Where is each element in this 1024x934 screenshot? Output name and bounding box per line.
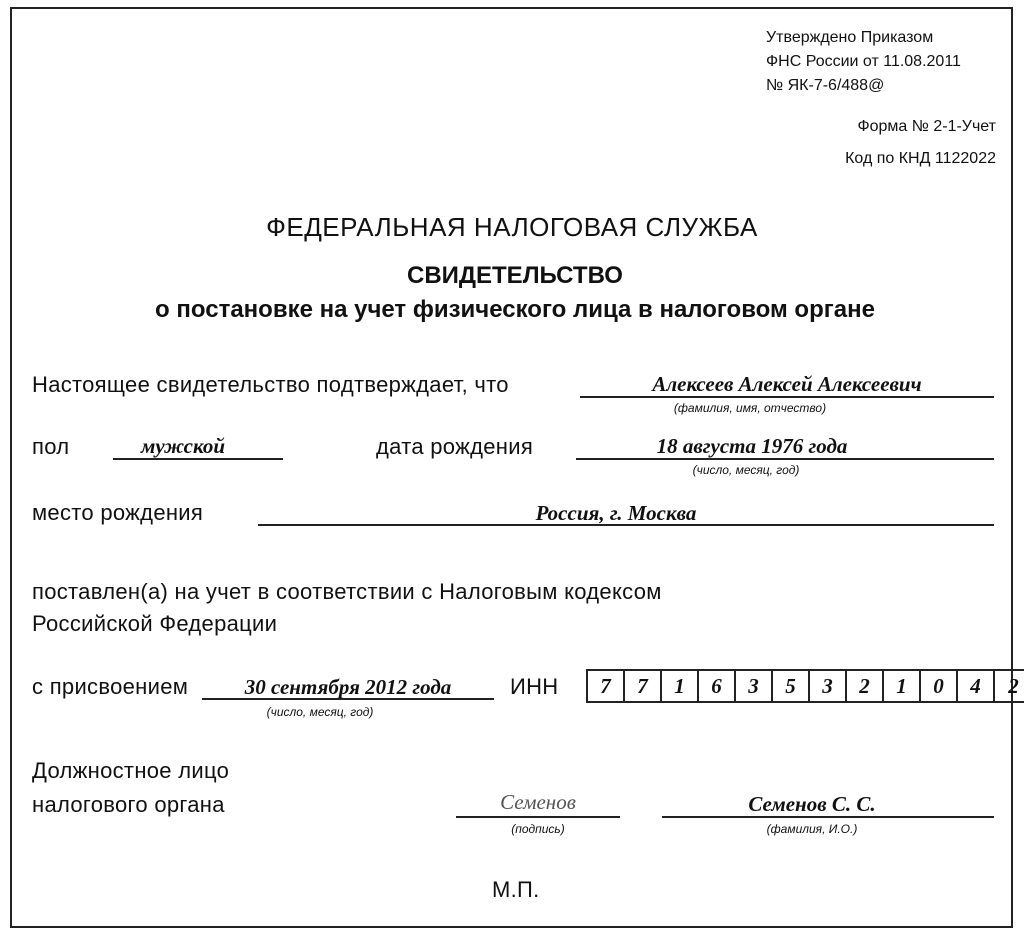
birthplace-value: Россия, г. Москва	[535, 501, 697, 525]
registration-line-1: поставлен(а) на учет в соответствии с Налоговым кодексом	[32, 579, 662, 604]
certifies-label: Настоящее свидетельство подтверждает, что	[32, 372, 509, 397]
official-label-line-1: Должностное лицо	[32, 758, 230, 783]
signature: Семенов	[500, 790, 576, 814]
inn-digit: 3	[736, 671, 773, 701]
form-number: Форма № 2-1-Учет	[857, 118, 996, 135]
assigned-date-value: 30 сентября 2012 года	[244, 675, 452, 699]
official-name-hint: (фамилия, И.О.)	[766, 822, 858, 836]
inn-digit: 1	[662, 671, 699, 701]
inn-digit: 6	[699, 671, 736, 701]
signature-underline	[456, 816, 620, 818]
birthplace-label: место рождения	[32, 500, 204, 525]
full-name-value: Алексеев Алексей Алексеевич	[652, 372, 922, 396]
signature-hint: (подпись)	[511, 822, 565, 836]
inn-digit: 7	[625, 671, 662, 701]
approval-line-3: № ЯК-7-6/488@	[766, 77, 885, 94]
inn-digit: 4	[958, 671, 995, 701]
document-title: СВИДЕТЕЛЬСТВО	[407, 262, 623, 289]
inn-digit: 2	[847, 671, 884, 701]
assigned-label: с присвоением	[32, 674, 189, 699]
approval-line-1: Утверждено Приказом	[766, 29, 934, 46]
inn-digit: 5	[773, 671, 810, 701]
official-label-line-2: налогового органа	[32, 792, 225, 817]
full-name-hint: (фамилия, имя, отчество)	[673, 401, 827, 415]
knd-code: Код по КНД 1122022	[845, 150, 996, 167]
agency-name: ФЕДЕРАЛЬНАЯ НАЛОГОВАЯ СЛУЖБА	[266, 212, 758, 242]
inn-digit: 3	[810, 671, 847, 701]
sex-label: пол	[32, 434, 70, 459]
official-name-value: Семенов С. С.	[748, 792, 876, 816]
inn-digit: 7	[588, 671, 625, 701]
approval-line-2: ФНС России от 11.08.2011	[766, 53, 961, 70]
approval-block	[766, 26, 961, 98]
assigned-date-hint: (число, месяц, год)	[266, 705, 374, 719]
inn-boxes	[586, 669, 1024, 703]
inn-digit: 0	[921, 671, 958, 701]
inn-label: ИНН	[510, 674, 559, 699]
stamp-place: М.П.	[492, 877, 540, 902]
dob-label: дата рождения	[376, 434, 534, 459]
dob-value: 18 августа 1976 года	[656, 434, 848, 458]
dob-hint: (число, месяц, год)	[692, 463, 800, 477]
sex-value: мужской	[141, 434, 225, 458]
document-subtitle: о постановке на учет физического лица в налоговом органе	[155, 296, 875, 323]
inn-digit: 2	[1008, 673, 1019, 698]
registration-line-2: Российской Федерации	[32, 611, 278, 636]
inn-digit: 1	[884, 671, 921, 701]
